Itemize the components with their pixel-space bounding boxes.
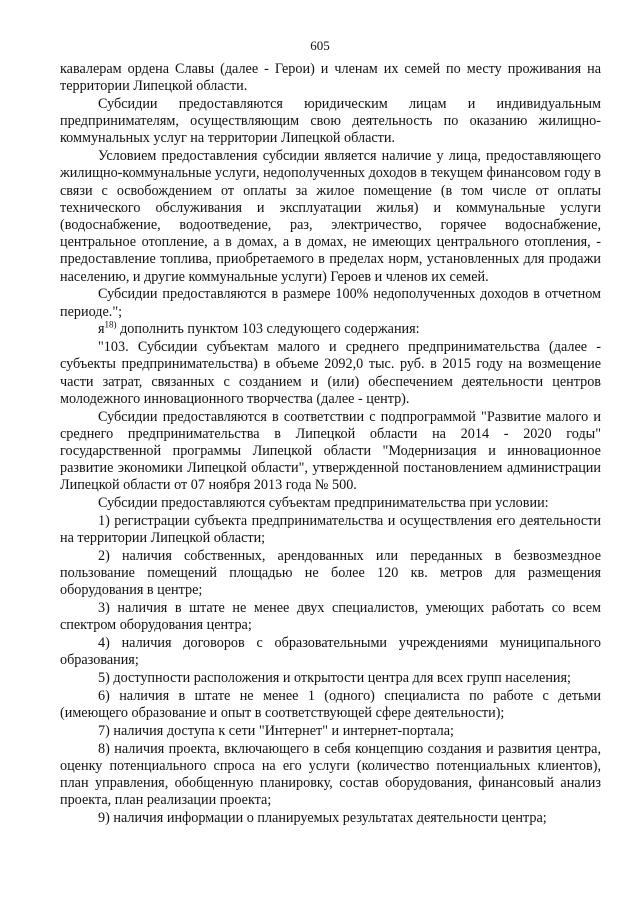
list-item-condition-2: 2) наличия собственных, арендованных или переданных в безвозмездное пользование помещений площадью не более 120 кв. метров для размещения оборудования в центре; bbox=[60, 548, 601, 599]
list-item-condition-1: 1) регистрации субъекта предпринимательства и осуществления его деятельности на территории Липецкой области; bbox=[60, 513, 601, 547]
paragraph-subsidy-amount: Субсидии предоставляются в размере 100% недополученных доходов в отчетном периоде."; bbox=[60, 286, 601, 320]
list-item-condition-9: 9) наличия информации о планируемых результатах деятельности центра; bbox=[98, 810, 547, 827]
document-body bbox=[60, 61, 601, 828]
paragraph-subprogram: Субсидии предоставляются в соответствии с подпрограммой "Развитие малого и среднего предпринимательства в Липецкой области на 2014 - 2020 годы" государственной программы Липецкой области "Модернизация и инновационное развитие экономики Липецкой области", утвержденной постановлением администрации Липецкой области от 07 ноября 2013 года № 500. bbox=[60, 408, 601, 494]
page-number: 605 bbox=[310, 38, 330, 53]
paragraph-point-103: "103. Субсидии субъектам малого и среднего предпринимательства (далее - субъекты предпринимательства) в объеме 2092,0 тыс. руб. в 2015 году на возмещение части затрат, связанных с созданием и (или) обеспечением деятельности центров молодежного инновационного творчества (далее - центр). bbox=[60, 339, 601, 407]
list-item-condition-8: 8) наличия проекта, включающего в себя концепцию создания и развития центра, оценку потенциального спроса на его услуги (количество потенциальных клиентов), план управления, обобщенную планировку, состав оборудования, финансовый анализ проекта, план реализации проекта; bbox=[60, 740, 601, 809]
amendment-superscript: 18) bbox=[104, 319, 117, 330]
amendment-text: дополнить пунктом 103 следующего содержания: bbox=[116, 321, 420, 338]
paragraph-heroes-continuation: кавалерам ордена Славы (далее - Герои) и членам их семей по месту проживания на территории Липецкой области. bbox=[60, 61, 601, 95]
paragraph-amendment-18 bbox=[60, 321, 601, 338]
list-item-condition-5: 5) доступности расположения и открытости центра для всех групп населения; bbox=[98, 670, 571, 687]
list-item-condition-6: 6) наличия в штате не менее 1 (одного) специалиста по работе с детьми (имеющего образование и опыт в соответствующей сфере деятельности); bbox=[60, 688, 601, 722]
list-item-condition-4: 4) наличия договоров с образовательными учреждениями муниципального образования; bbox=[60, 635, 601, 669]
list-item-condition-7: 7) наличия доступа к сети "Интернет" и интернет-портала; bbox=[98, 723, 454, 740]
list-item-condition-3: 3) наличия в штате не менее двух специалистов, умеющих работать со всем спектром оборудования центра; bbox=[60, 600, 601, 634]
paragraph-subsidy-recipients: Субсидии предоставляются юридическим лицам и индивидуальным предпринимателям, осуществляющим свою деятельность по оказанию жилищно-коммунальных услуг на территории Липецкой области. bbox=[60, 96, 601, 147]
paragraph-subsidy-condition: Условием предоставления субсидии является наличие у лица, предоставляющего жилищно-коммунальные услуги, недополученных доходов в текущем финансовом году в связи с освобождением от оплаты за жилое помещение (в том числе от оплаты технического обслуживания и эксплуатации жилья) и коммунальные услуги (водоснабжение, водоотведение, раз, электричество, горячее водоснабжение, центральное отопление, а в домах, а в домах, не имеющих центрального отопления, - предоставление топлива, приобретаемого в пределах норм, установленных для продажи населению, и другие коммунальные услуги) Героев и членов их семей. bbox=[60, 148, 601, 285]
amendment-letter: я bbox=[98, 321, 105, 338]
paragraph-conditions-intro: Субсидии предоставляются субъектам предпринимательства при условии: bbox=[98, 495, 549, 512]
